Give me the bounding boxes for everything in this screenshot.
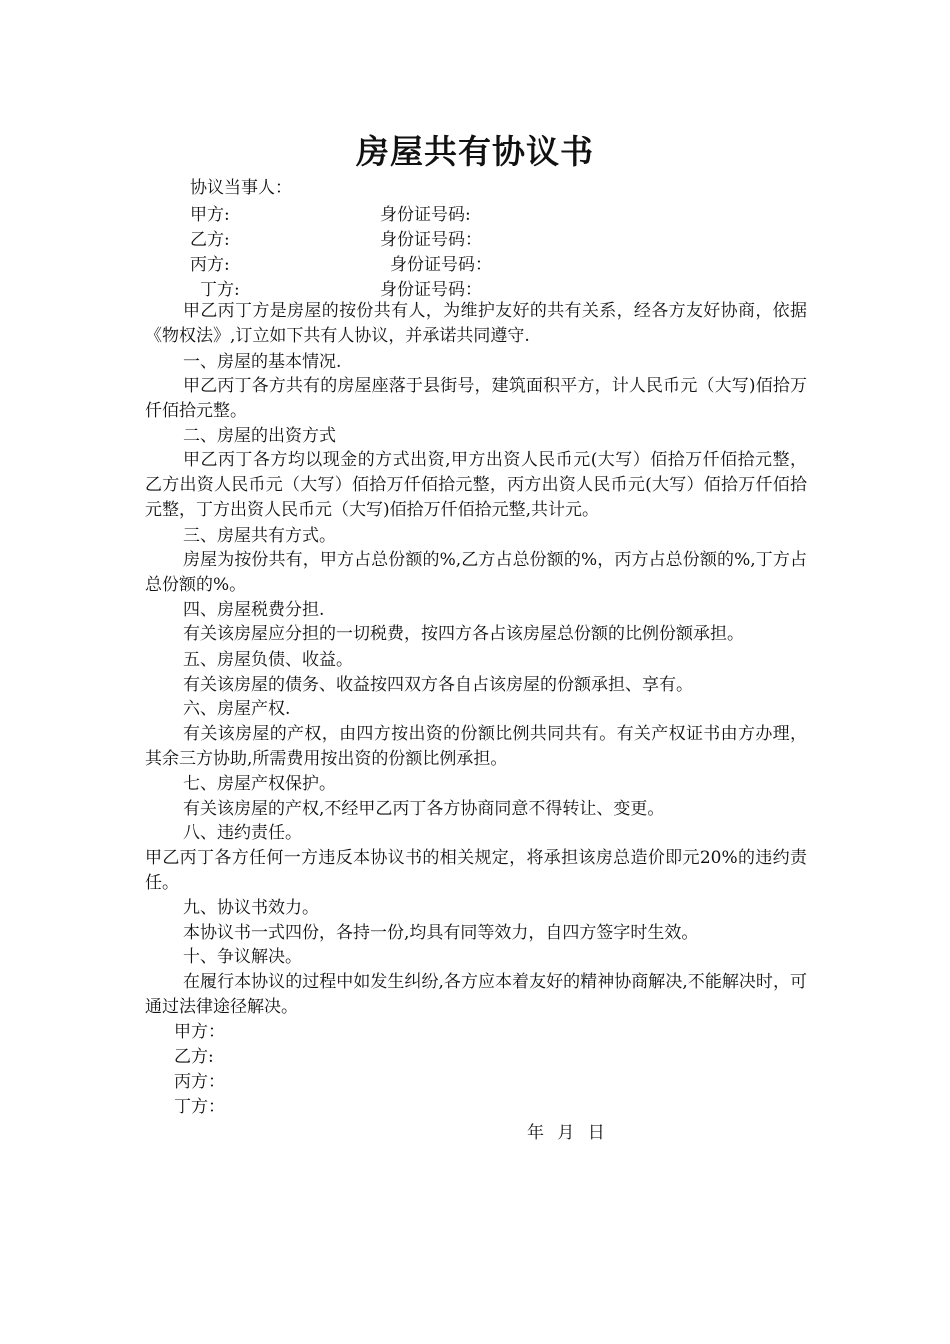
section-heading: 二、房屋的出资方式: [183, 426, 336, 446]
section-text: 甲乙丙丁各方任何一方违反本协议书的相关规定，将承担该房总造价即元20%的违约责任。: [145, 848, 807, 893]
section-text: 房屋为按份共有，甲方占总份额的%,乙方占总份额的%，丙方占总份额的%,丁方占总份额的%。: [145, 550, 807, 595]
section-heading: 三、房屋共有方式。: [183, 526, 336, 546]
parties-header: 协议当事人：: [190, 178, 292, 198]
section-text: 在履行本协议的过程中如发生纠纷,各方应本着友好的精神协商解决,不能解决时，可通过法律途径解决。: [145, 972, 807, 1017]
signature-line-b: 乙方:: [174, 1047, 214, 1067]
signature-line-a: 甲方：: [174, 1022, 225, 1042]
party-row-b: [190, 225, 590, 249]
signature-line-d: 丁方：: [174, 1097, 225, 1117]
section-heading: 九、协议书效力。: [183, 898, 319, 918]
signature-line-c: 丙方：: [174, 1072, 225, 1092]
section-heading: 十、争议解决。: [183, 947, 302, 967]
section-text: 有关该房屋的产权,不经甲乙丙丁各方协商同意不得转让、变更。: [183, 799, 665, 819]
party-row-d: [190, 275, 590, 299]
section-text: 本协议书一式四份，各持一份,均具有同等效力，自四方签字时生效。: [183, 923, 699, 943]
party-label: 乙方:: [190, 230, 230, 250]
party-row-a: [190, 200, 590, 224]
id-number-label: 身份证号码:: [380, 205, 471, 225]
section-heading: 六、房屋产权.: [183, 699, 291, 719]
section-text: 有关该房屋的债务、收益按四双方各自占该房屋的份额承担、享有。: [183, 675, 693, 695]
section-text: 甲乙丙丁各方均以现金的方式出资,甲方出资人民币元(大写）佰拾万仟佰拾元整，乙方出资人民币元（大写）佰拾万仟佰拾元整，丙方出资人民币元(大写）佰拾万仟佰拾元整，丁方出资人民币元（大写)佰拾万仟佰拾元整,共计元。: [145, 450, 807, 520]
section-heading: 七、房屋产权保护。: [183, 774, 336, 794]
section-heading: 四、房屋税费分担.: [183, 600, 325, 620]
party-label: 甲方:: [190, 205, 230, 225]
document-title: 房屋共有协议书: [356, 132, 594, 171]
section-text: 有关该房屋的产权，由四方按出资的份额比例共同共有。有关产权证书由方办理，其余三方协助,所需费用按出资的份额比例承担。: [145, 724, 807, 769]
party-label: 丁方:: [200, 280, 240, 300]
party-label: 丙方:: [190, 255, 230, 275]
section-heading: 五、房屋负债、收益。: [183, 650, 353, 670]
section-text: 甲乙丙丁各方共有的房屋座落于县街号，建筑面积平方，计人民币元（大写)佰拾万仟佰拾元整。: [145, 376, 807, 421]
date-line: 年 月 日: [527, 1123, 605, 1143]
id-number-label: 身份证号码：: [380, 230, 482, 250]
id-number-label: 身份证号码：: [390, 255, 492, 275]
section-text: 有关该房屋应分担的一切税费，按四方各占该房屋总份额的比例份额承担。: [183, 624, 744, 644]
section-heading: 一、房屋的基本情况.: [183, 352, 342, 372]
intro-paragraph: 甲乙丙丁方是房屋的按份共有人，为维护友好的共有关系，经各方友好协商，依据《物权法》,订立如下共有人协议，并承诺共同遵守.: [145, 301, 807, 346]
id-number-label: 身份证号码：: [380, 280, 482, 300]
section-heading: 八、违约责任。: [183, 823, 302, 843]
party-row-c: [190, 250, 590, 274]
